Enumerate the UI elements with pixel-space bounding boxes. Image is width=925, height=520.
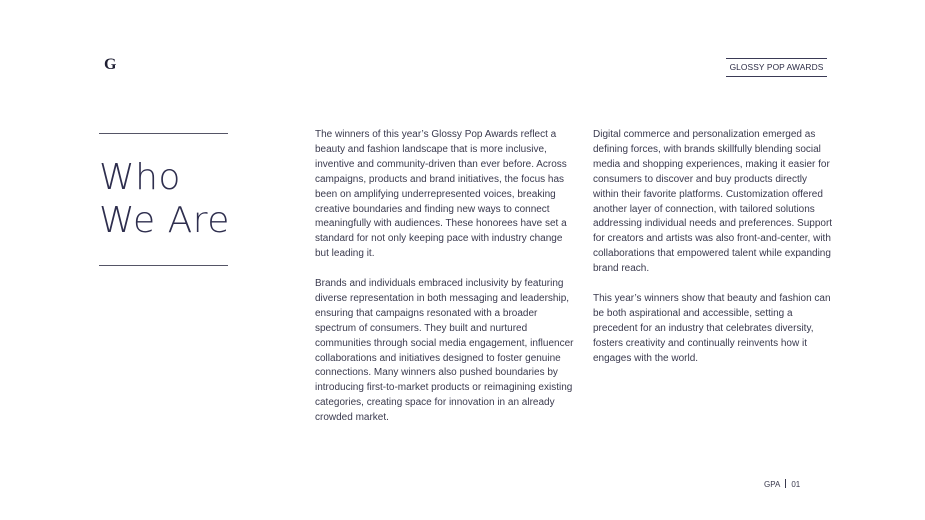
footer-divider bbox=[785, 479, 786, 488]
brand-logo: G bbox=[104, 56, 117, 73]
body-paragraph: This year’s winners show that beauty and fashion can be both aspirational and accessible, setting a precedent for an industry that celebrates diversity, fosters creativity and continually reinvents how it engages with the world. bbox=[593, 292, 831, 364]
body-paragraph: Digital commerce and personalization emerged as defining forces, with brands skillfully blending social media and shopping experiences, making it easier for consumers to discover and buy products directly within their favorite platforms. Customization offered another layer of connection, with tailored solutions addressing individual needs and preferences. Support for creators and artists was also front-and-center, with collaborations that empowered talent while expanding brand reach. bbox=[593, 129, 833, 275]
body-paragraph: The winners of this year’s Glossy Pop Awards reflect a beauty and fashion landscape that is more inclusive, inventive and community-driven than ever before. Across campaigns, products and brand initiatives, the focus has been on amplifying underrepresented voices, breaking creative boundaries and finding new ways to connect meaningfully with audiences. These honorees have set a standard for not only keeping pace with industry change but leading it. bbox=[315, 129, 567, 260]
page-footer bbox=[764, 479, 800, 490]
title-rule-bottom bbox=[99, 265, 228, 266]
page-title-line-1: Who bbox=[99, 157, 181, 198]
page-title bbox=[99, 156, 230, 242]
body-paragraph: Brands and individuals embraced inclusivity by featuring diverse representation in both messaging and leadership, ensuring that campaigns resonated with a broader spectrum of consumers. They built and nurtured communities through social media engagement, influencer collaborations and initiatives designed to foster genuine connections. Many winners also pushed boundaries by introducing first-to-market products or reimagining existing categories, creating space for innovation in an already crowded market. bbox=[315, 278, 574, 424]
title-rule-top bbox=[99, 133, 228, 134]
body-column-right bbox=[593, 128, 833, 381]
brand-tag: GLOSSY POP AWARDS bbox=[726, 58, 827, 77]
page-number: 01 bbox=[791, 480, 801, 489]
footer-label: GPA bbox=[764, 480, 781, 489]
body-column-left bbox=[315, 128, 577, 441]
page-title-line-2: We Are bbox=[99, 200, 230, 241]
